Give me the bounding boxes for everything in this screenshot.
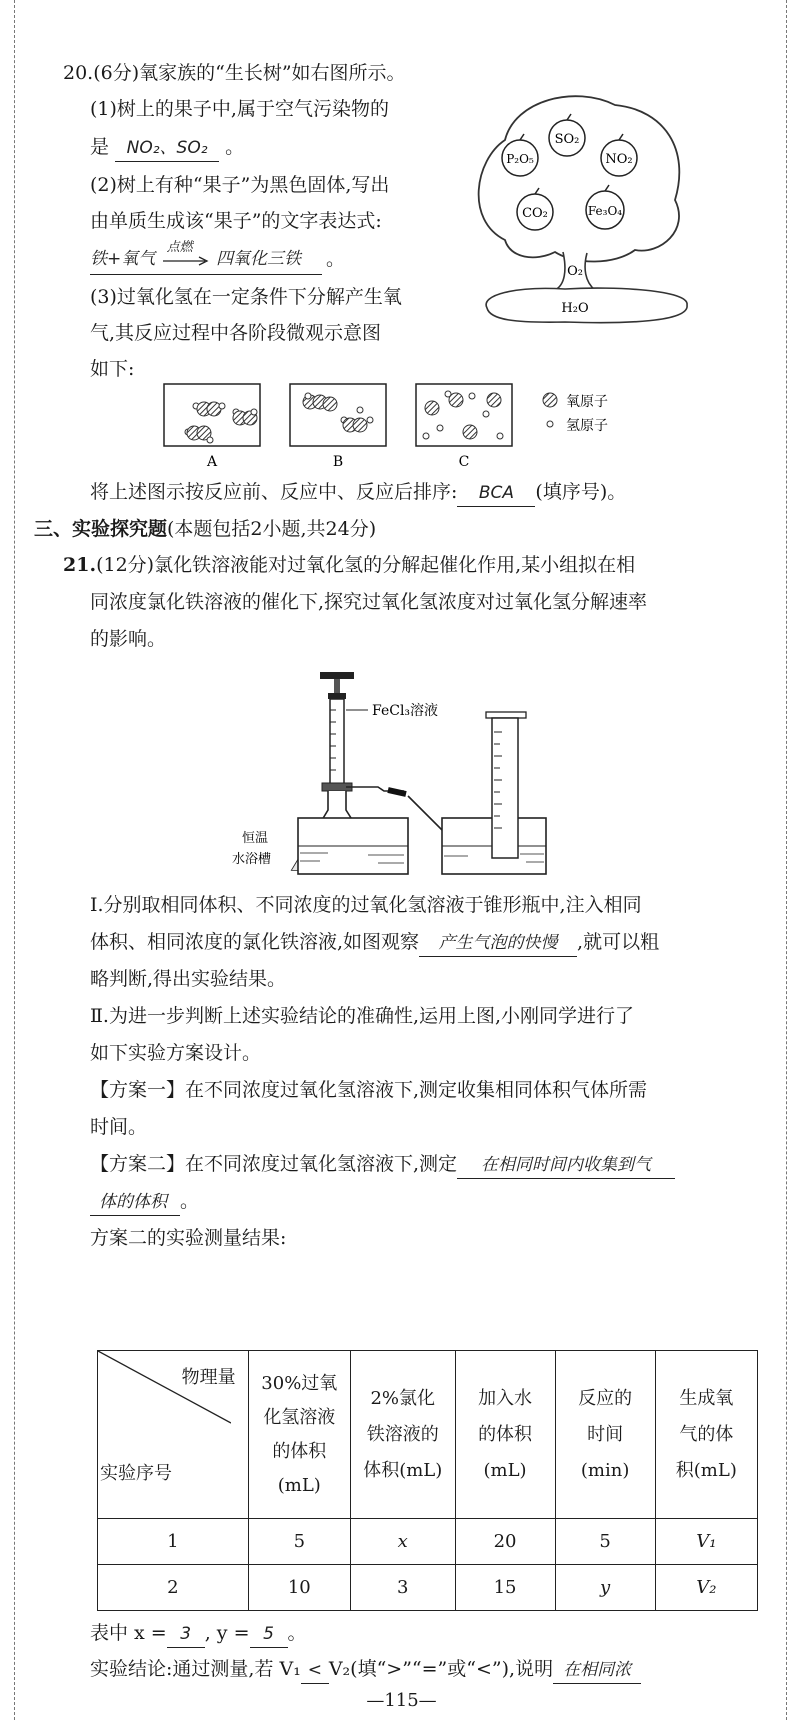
bath-label-1: 恒温: [242, 831, 269, 846]
svg-text:P₂O₅: P₂O₅: [506, 152, 534, 166]
col1-header: 30%过氧 化氢溶液 的体积 (mL): [248, 1351, 350, 1519]
right-dashed-border: [786, 0, 787, 1720]
corner-top-label: 物理量: [181, 1367, 236, 1388]
q21-line3: 的影响。: [90, 628, 167, 650]
box-label-b: B: [332, 454, 344, 470]
page-number: —115—: [366, 1690, 437, 1711]
experiment-apparatus-figure: [228, 670, 568, 882]
table-corner-cell: [98, 1351, 249, 1519]
micro-reaction-diagram: [160, 380, 650, 472]
plan2-line1: 【方案二】在不同浓度过氧化氢溶液下,测定 在相同时间内收集到气: [90, 1151, 675, 1179]
svg-text:CO₂: CO₂: [522, 206, 548, 221]
q21-I-line1: Ⅰ.分别取相同体积、不同浓度的过氧化氢溶液于锥形瓶中,注入相同: [90, 894, 642, 916]
col3-header: 加入水 的体积 (mL): [455, 1351, 555, 1519]
q20-order-answer: BCA: [457, 480, 535, 507]
svg-text:Fe₃O₄: Fe₃O₄: [587, 204, 623, 218]
q20-order-line: 将上述图示按反应前、反应中、反应后排序: BCA (填序号)。: [90, 479, 626, 507]
q20-p3-line3: 如下:: [90, 358, 135, 380]
box-label-c: C: [458, 454, 470, 470]
root-label: H₂O: [561, 301, 589, 316]
q20-p2-line1: (2)树上有种“果子”为黑色固体,写出: [90, 174, 390, 196]
box-label-a: A: [206, 454, 218, 470]
q21-I-line2: 体积、相同浓度的氯化铁溶液,如图观察 产生气泡的快慢 ,就可以粗: [90, 929, 659, 957]
micro-box-b: [290, 384, 386, 446]
water-bath: [298, 818, 408, 874]
hydrogen-atom-legend-icon: [547, 421, 553, 427]
q20-p1-line2: 是 NO₂、SO₂ 。: [90, 134, 244, 162]
q20-p1-answer: NO₂、SO₂: [115, 135, 219, 162]
y-answer: 5: [250, 1621, 288, 1648]
reaction-condition: 点燃: [166, 240, 193, 255]
table-row: 1 5 x 20 5 V₁: [98, 1519, 758, 1565]
q20-p2-answer: 铁+氧气 点燃 四氧化三铁: [90, 246, 322, 275]
q21-II-line2: 如下实验方案设计。: [90, 1042, 262, 1064]
section-title: 三、实验探究题(本题包括2小题,共24分): [34, 518, 377, 540]
legend-hydrogen: 氢原子: [566, 418, 608, 434]
col2-header: 2%氯化 铁溶液的 体积(mL): [350, 1351, 455, 1519]
plan2-line2: 体的体积 。: [90, 1188, 199, 1216]
syringe: [320, 672, 368, 787]
q20-p1-line1: (1)树上的果子中,属于空气污染物的: [90, 98, 389, 120]
trunk-label: O₂: [567, 264, 583, 279]
q21-I-answer: 产生气泡的快慢: [419, 930, 577, 957]
q21-line2: 同浓度氯化铁溶液的催化下,探究过氧化氢浓度对过氧化氢分解速率: [90, 591, 648, 613]
xy-line: 表中 x = 3 , y = 5 。: [90, 1620, 307, 1648]
legend-oxygen: 氧原子: [566, 394, 608, 410]
plan2-answer-1: 在相同时间内收集到气: [457, 1152, 675, 1179]
plan1-line2: 时间。: [90, 1116, 148, 1138]
table-row: 2 10 3 15 y V₂: [98, 1565, 758, 1611]
col4-header: 反应的 时间 (min): [555, 1351, 655, 1519]
svg-text:NO₂: NO₂: [605, 152, 633, 167]
q21-header: 21.(12分)氯化铁溶液能对过氧化氢的分解起催化作用,某小组拟在相: [63, 554, 636, 576]
q20-p3-line1: (3)过氧化氢在一定条件下分解产生氧: [90, 286, 402, 308]
q20-header: 20.(6分)氧家族的“生长树”如右图所示。: [63, 62, 406, 84]
q20-p3-line2: 气,其反应过程中各阶段微观示意图: [90, 322, 382, 344]
tree-crown: [479, 96, 680, 261]
rubber-tube: [388, 790, 406, 794]
corner-bottom-label: 实验序号: [100, 1463, 172, 1484]
q20-p2-suffix: 。: [326, 248, 346, 270]
result-title: 方案二的实验测量结果:: [90, 1227, 287, 1249]
svg-text:SO₂: SO₂: [554, 132, 580, 147]
micro-box-a: [164, 384, 260, 446]
micro-box-c: [416, 384, 512, 446]
col5-header: 生成氧 气的体 积(mL): [655, 1351, 757, 1519]
oxygen-family-tree-figure: [475, 90, 695, 330]
conclusion-answer: <: [301, 1657, 329, 1684]
q21-I-line3: 略判断,得出实验结果。: [90, 968, 287, 990]
left-dashed-border: [14, 0, 15, 1720]
conclusion-line: 实验结论:通过测量,若 V₁ < V₂(填“>”“=”或“<”),说明 在相同浓: [90, 1656, 641, 1684]
result-table: [97, 1350, 758, 1611]
reagent-label: FeCl₃溶液: [372, 703, 439, 719]
plan2-answer-2: 体的体积: [90, 1189, 180, 1216]
q20-p2-line2: 由单质生成该“果子”的文字表达式:: [90, 210, 382, 232]
table-header-row: [98, 1351, 758, 1519]
plan1-line1: 【方案一】在不同浓度过氧化氢溶液下,测定收集相同体积气体所需: [90, 1079, 648, 1101]
reaction-arrow-icon: [161, 249, 211, 269]
conclusion-answer-2: 在相同浓: [553, 1657, 641, 1684]
oxygen-atom-legend-icon: [543, 393, 557, 407]
q21-II-line1: Ⅱ.为进一步判断上述实验结论的准确性,运用上图,小刚同学进行了: [90, 1005, 635, 1027]
x-answer: 3: [167, 1621, 205, 1648]
bath-label-2: 水浴槽: [232, 852, 272, 867]
